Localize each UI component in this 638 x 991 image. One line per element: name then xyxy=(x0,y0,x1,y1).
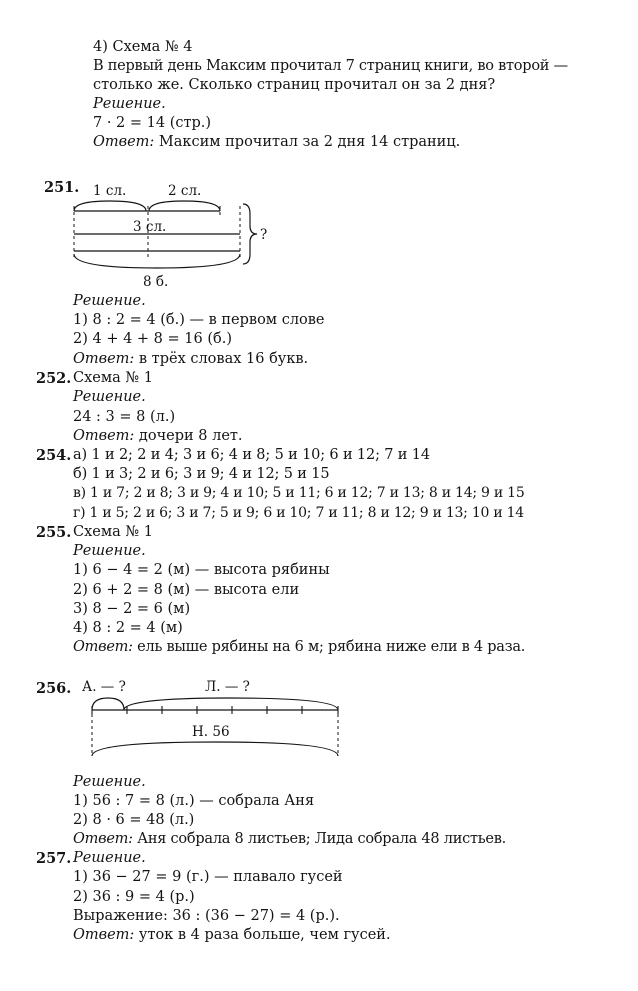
diagram-251-question: ? xyxy=(260,227,268,243)
p257-answer xyxy=(73,926,391,945)
diagram-251-word1: 1 сл. xyxy=(93,183,127,199)
answer-text: уток в 4 раза больше, чем гусей. xyxy=(134,927,391,943)
answer-label: Ответ: xyxy=(73,831,133,847)
diagram-256-total: Н. 56 xyxy=(192,724,230,740)
diagram-251-word2: 2 сл. xyxy=(168,183,202,199)
p252-answer xyxy=(73,427,243,446)
diagram-256-brace-lida xyxy=(124,698,338,710)
p251-step2: 2) 4 + 4 + 8 = 16 (б.) xyxy=(73,331,232,347)
problem-number-257: 257. xyxy=(36,850,72,867)
p257-step1: 1) 36 − 27 = 9 (г.) — плавало гусей xyxy=(73,869,343,885)
answer-text: в трёх словах 16 букв. xyxy=(134,351,309,367)
diagram-251-brace-word2 xyxy=(149,201,220,211)
diagram-256 xyxy=(80,674,360,770)
diagram-256-lida: Л. — ? xyxy=(205,679,250,695)
problem-number-251: 251. xyxy=(44,179,80,196)
intro-scheme: 4) Схема № 4 xyxy=(93,39,193,55)
problem-number-255: 255. xyxy=(36,524,72,541)
answer-label: Ответ: xyxy=(73,927,135,943)
problem-number-256: 256. xyxy=(36,680,72,697)
p251-answer xyxy=(73,350,308,369)
p257-expression: Выражение: 36 : (36 − 27) = 4 (р.). xyxy=(73,908,340,924)
p251-solution-label: Решение. xyxy=(73,293,146,309)
answer-text: Максим прочитал за 2 дня 14 страниц. xyxy=(154,134,461,150)
p256-answer xyxy=(73,830,506,849)
diagram-256-brace-anya xyxy=(92,698,124,710)
problem-number-252: 252. xyxy=(36,370,72,387)
p256-step2: 2) 8 · 6 = 48 (л.) xyxy=(73,812,195,828)
p254-g: г) 1 и 5; 2 и 6; 3 и 7; 5 и 9; 6 и 10; 7 и 11; 8 и 12; 9 и 13; 10 и 14 xyxy=(73,505,524,521)
p256-solution-label: Решение. xyxy=(73,774,146,790)
intro-text-line1: В первый день Максим прочитал 7 страниц книги, во второй — xyxy=(93,58,568,74)
p256-step1: 1) 56 : 7 = 8 (л.) — собрала Аня xyxy=(73,793,315,809)
p255-scheme: Схема № 1 xyxy=(73,524,153,540)
p255-solution-label: Решение. xyxy=(73,543,146,559)
p251-step1: 1) 8 : 2 = 4 (б.) — в первом слове xyxy=(73,312,325,328)
diagram-251-brace-word1 xyxy=(74,201,146,211)
p257-solution-label: Решение. xyxy=(73,850,146,866)
p255-step3: 3) 8 − 2 = 6 (м) xyxy=(73,601,191,617)
p254-b: б) 1 и 3; 2 и 6; 3 и 9; 4 и 12; 5 и 15 xyxy=(73,466,330,482)
intro-text-line2: столько же. Сколько страниц прочитал он за 2 дня? xyxy=(93,77,496,93)
intro-answer xyxy=(93,133,460,152)
intro-calc: 7 · 2 = 14 (стр.) xyxy=(93,115,212,131)
p252-solution-label: Решение. xyxy=(73,389,146,405)
p257-step2: 2) 36 : 9 = 4 (р.) xyxy=(73,889,195,905)
answer-label: Ответ: xyxy=(73,639,133,655)
p254-v: в) 1 и 7; 2 и 8; 3 и 9; 4 и 10; 5 и 11; 6 и 12; 7 и 13; 8 и 14; 9 и 15 xyxy=(73,485,525,501)
p252-scheme: Схема № 1 xyxy=(73,370,153,386)
p255-step2: 2) 6 + 2 = 8 (м) — высота ели xyxy=(73,582,300,598)
p255-step1: 1) 6 − 4 = 2 (м) — высота рябины xyxy=(73,562,330,578)
diagram-251-total: 8 б. xyxy=(143,274,169,290)
intro-solution-label: Решение. xyxy=(93,96,166,112)
diagram-251-curly-brace xyxy=(243,204,257,264)
p252-calc: 24 : 3 = 8 (л.) xyxy=(73,409,176,425)
diagram-256-anya: А. — ? xyxy=(82,679,126,695)
p255-answer xyxy=(73,638,525,657)
answer-label: Ответ: xyxy=(93,134,155,150)
p255-step4: 4) 8 : 2 = 4 (м) xyxy=(73,620,183,636)
answer-text: Аня собрала 8 листьев; Лида собрала 48 листьев. xyxy=(132,831,507,847)
answer-label: Ответ: xyxy=(73,428,135,444)
diagram-256-brace-total xyxy=(92,742,338,756)
diagram-251-word3: 3 сл. xyxy=(133,219,167,235)
p254-a: а) 1 и 2; 2 и 4; 3 и 6; 4 и 8; 5 и 10; 6 и 12; 7 и 14 xyxy=(73,447,430,463)
answer-text: ель выше рябины на 6 м; рябина ниже ели в 4 раза. xyxy=(132,639,526,655)
answer-label: Ответ: xyxy=(73,351,135,367)
answer-text: дочери 8 лет. xyxy=(134,428,243,444)
diagram-251-brace-total xyxy=(74,254,240,268)
problem-number-254: 254. xyxy=(36,447,72,464)
diagram-251 xyxy=(60,176,290,296)
